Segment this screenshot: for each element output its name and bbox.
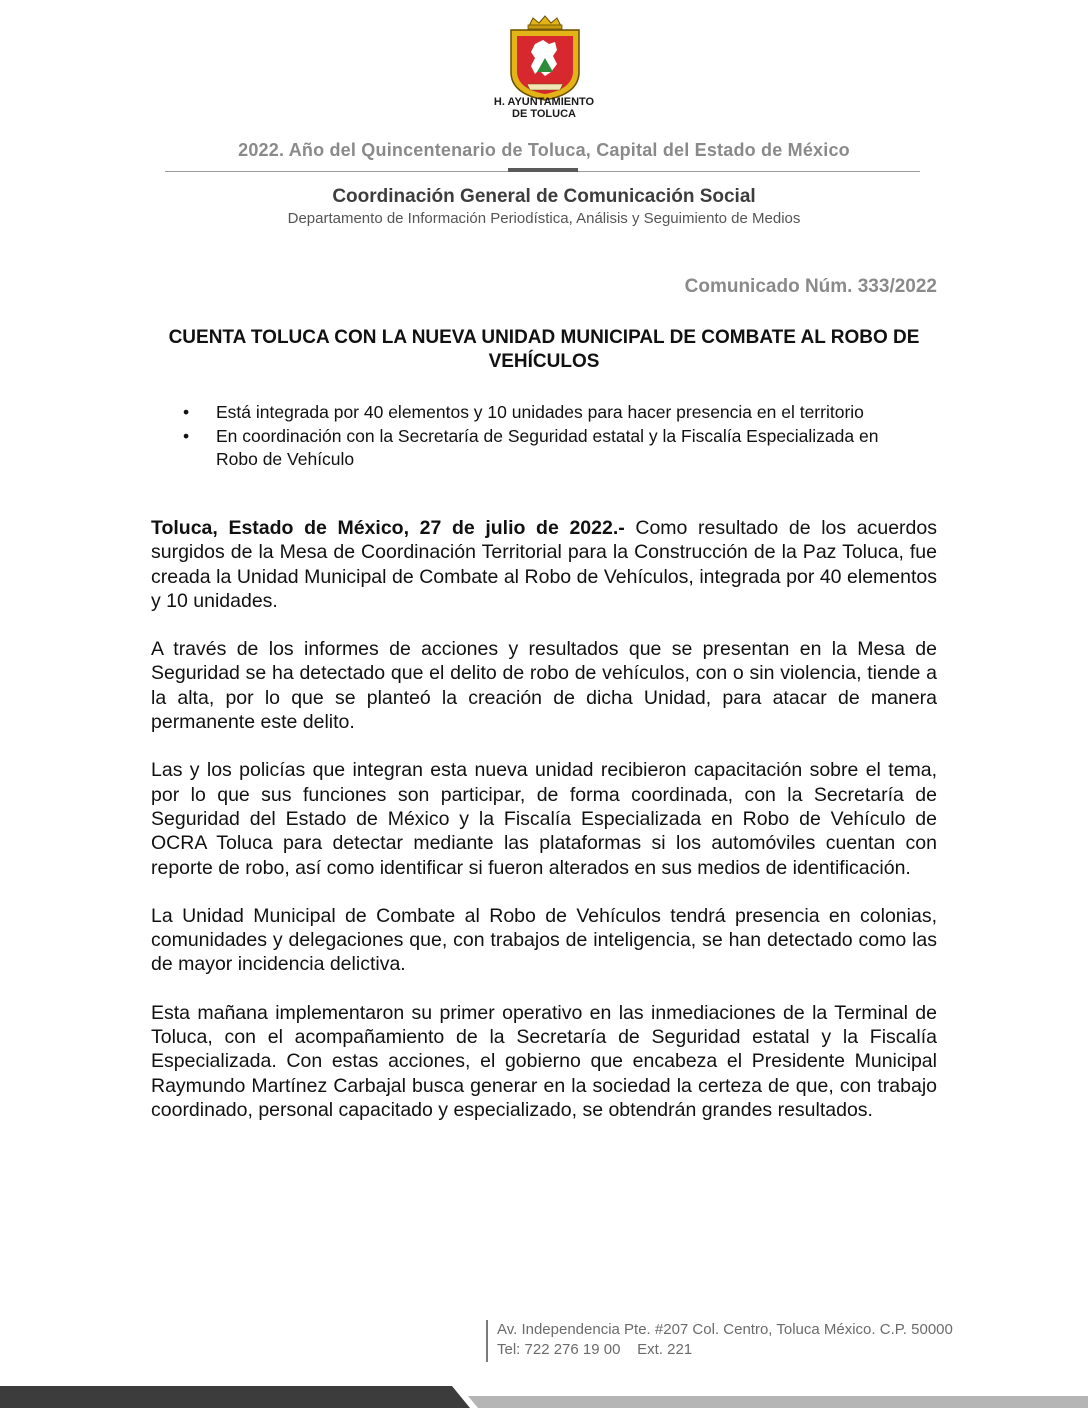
footer-contact [497,1320,953,1360]
header-divider [165,168,920,174]
department-title: Coordinación General de Comunicación Social [332,186,756,207]
press-release-body [151,516,937,1146]
summary-bullets [183,401,903,472]
footer-address: Av. Independencia Pte. #207 Col. Centro, Toluca México. C.P. 50000 [497,1321,953,1338]
body-paragraph: La Unidad Municipal de Combate al Robo de Vehículos tendrá presencia en colonias, comunidades y delegaciones que, con trabajos de inteligencia, se han detectado como las de mayor incidencia delictiva. [151,904,937,976]
body-paragraph: A través de los informes de acciones y resultados que se presentan en la Mesa de Seguridad se ha detectado que el delito de robo de vehículos, con o sin violencia, tiende a la alta, por lo que se planteó la creación de dicha Unidad, para atacar de manera permanente este delito. [151,638,937,734]
communique-number: Comunicado Núm. 333/2022 [684,276,937,297]
body-paragraph: Esta mañana implementaron su primer operativo en las inmediaciones de la Terminal de Toluca, con el acompañamiento de la Secretaría de Seguridad estatal y la Fiscalía Especializada. Con estas acciones, el gobierno que encabeza el Presidente Municipal Raymundo Martínez Carbajal busca generar en la sociedad la certeza de que, con trabajo coordinado, personal capacitado y especializado, se obtendrán grandes resultados. [151,1001,937,1121]
body-paragraph: Las y los policías que integran esta nueva unidad recibieron capacitación sobre el tema, por lo que sus funciones son participar, de forma coordinada, con la Secretaría de Seguridad del Estado de México y la Fiscalía Especializada en Robo de Vehículo de OCRA Toluca para detectar mediante las plataformas si los automóviles cuentan con reporte de robo, así como identificar si fueron alterados en sus medios de identificación. [151,759,937,879]
logo-caption: H. AYUNTAMIENTO DE TOLUCA [493,96,595,120]
footer-phone-line: Tel: 722 276 19 00 Ext. 221 [497,1341,693,1358]
bullet-item: • Está integrada por 40 elementos y 10 unidades para hacer presencia en el territorio [183,401,903,424]
footer-band [0,1386,1088,1408]
department-subtitle: Departamento de Información Periodística, Análisis y Seguimiento de Medios [287,210,801,227]
toluca-coat-of-arms-logo [505,14,585,102]
bullet-item: • En coordinación con la Secretaría de Seguridad estatal y la Fiscalía Especializada en Robo de Vehículo [183,425,903,471]
year-motto: 2022. Año del Quincentenario de Toluca, Capital del Estado de México [238,140,850,160]
dateline: Toluca, Estado de México, 27 de julio de 2022.- [151,517,625,539]
footer-divider [486,1320,488,1362]
press-release-headline: CUENTA TOLUCA CON LA NUEVA UNIDAD MUNICIPAL DE COMBATE AL ROBO DE VEHÍCULOS [168,327,920,372]
body-paragraph: Toluca, Estado de México, 27 de julio de 2022.- Como resultado de los acuerdos surgidos de la Mesa de Coordinación Territorial para la Construcción de la Paz Toluca, fue creada la Unidad Municipal de Combate al Robo de Vehículos, integrada por 40 elementos y 10 unidades. [151,517,937,612]
